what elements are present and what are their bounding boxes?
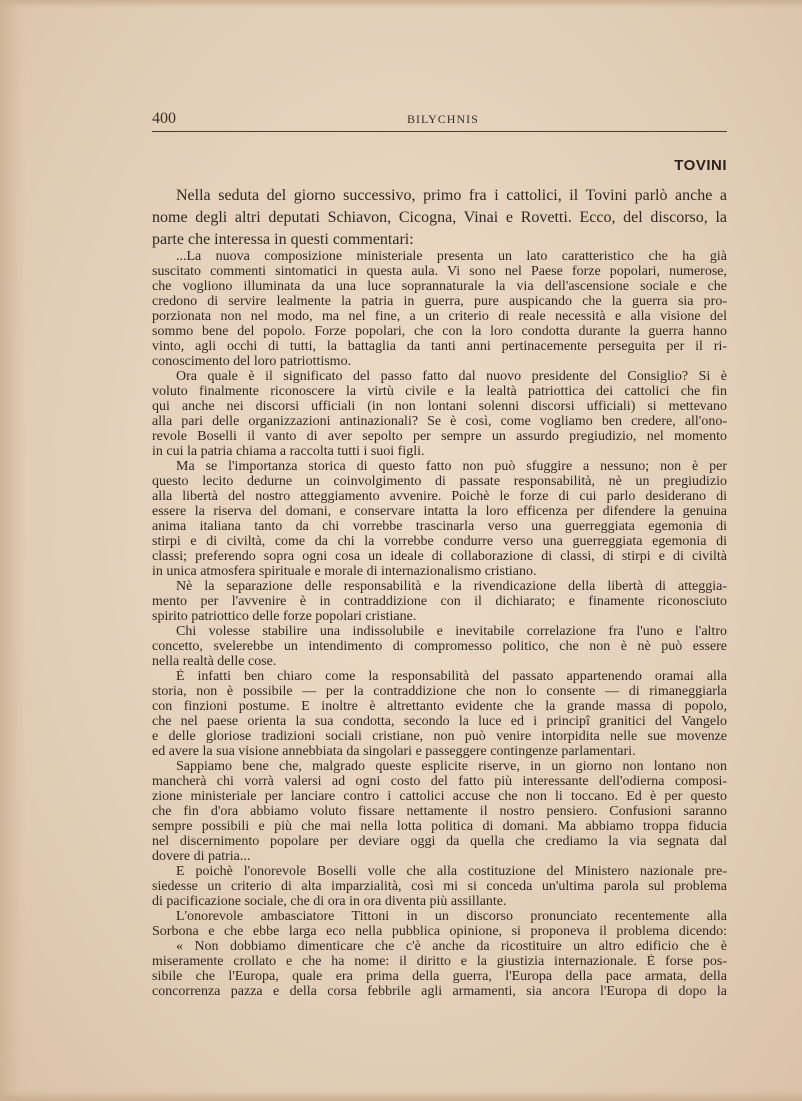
text-line: di pacificazione sociale, che di ora in ora diventa più assillante. <box>152 894 507 909</box>
text-line: mento per l'avvenire è in contraddizione con il dichiarato; e finamente riconosciuto <box>152 594 727 609</box>
page-top-shadow <box>0 0 802 8</box>
text-line: essere la riserva del domani, e conservare intatta la loro efficenza per difendere la genuina <box>152 504 727 519</box>
text-line: L'onorevole ambasciatore Tittoni in un discorso pronunciato recentemente alla <box>176 909 727 924</box>
text-line: che fin d'ora abbiamo voluto fissare nettamente il nostro pensiero. Confusioni saranno <box>152 804 727 819</box>
text-line: Sorbona e che ebbe larga eco nella pubblica opinione, si proponeva il problema dicendo: <box>152 924 727 939</box>
text-line: stirpi e di civiltà, come da chi la vorrebbe condurre verso una guerreggiata egemonia di <box>152 534 727 549</box>
text-line: sempre possibili e più che mai nella lotta politica di domani. Ma abbiamo troppa fiducia <box>152 819 727 834</box>
text-line: siedesse un criterio di alta imparzialità, così mi si conceda un'ultima parola sul problema <box>152 879 727 894</box>
text-line: ...La nuova composizione ministeriale presenta un lato caratteristico che ha già <box>176 249 727 264</box>
text-line: storia, non è possibile — per la contraddizione che non lo consente — di rimaneggiarla <box>152 684 727 699</box>
text-line: mancherà chi vorrà valersi ad ogni costo del fatto più interessante dell'odierna composi- <box>152 774 727 789</box>
text-line: conoscimento del loro patriottismo. <box>152 354 352 369</box>
text-line: sibile che l'Europa, quale era prima della guerra, l'Europa della pace armata, della <box>152 969 727 984</box>
text-line: Ora quale è il significato del passo fatto dal nuovo presidente del Consiglio? Si è <box>176 369 727 384</box>
text-line: in cui la patria chiama a raccolta tutti i suoi figli. <box>152 444 425 459</box>
text-line: nella realtà delle cose. <box>152 654 277 669</box>
running-title: BILYCHNIS <box>407 112 479 126</box>
text-line: dovere di patria... <box>152 849 251 864</box>
page-bottom-shadow <box>0 1091 802 1101</box>
text-line: sommo bene del popolo. Forze popolari, che con la loro condotta durante la guerra hanno <box>152 324 727 339</box>
text-line: vinto, agli occhi di tutti, la battaglia da tanti anni pertinacemente perseguita per il ri- <box>152 339 727 354</box>
text-line: Chi volesse stabilire una indissolubile e inevitabile correlazione fra l'uno e l'altro <box>176 624 727 639</box>
text-line: ed avere la sua visione annebbiata da singolari e passeggere contingenze parlamentari. <box>152 744 636 759</box>
page-header <box>152 108 727 132</box>
text-line: spirito patriottico delle forze popolari cristiane. <box>152 609 417 624</box>
text-line: zione ministeriale per lanciare contro i cattolici accuse che non li toccano. Ed è per questo <box>152 789 727 804</box>
text-line: Ma se l'importanza storica di questo fatto non può sfuggire a nessuno; non è per <box>176 459 727 474</box>
text-line: parte che interessa in questi commentari: <box>152 231 414 248</box>
text-line: « Non dobbiamo dimenticare che c'è anche da ricostituire un altro edificio che è <box>176 939 727 954</box>
text-line: nel discernimento popolare per deviare oggi da quella che crediamo la via segnata dal <box>152 834 727 849</box>
text-line: con finzioni postume. E inoltre è altrettanto evidente che la grande massa di popolo, <box>152 699 727 714</box>
header-rule <box>152 131 727 132</box>
text-line: È infatti ben chiaro come la responsabilità del passato appartenendo oramai alla <box>176 669 727 684</box>
text-line: che nel paese orienta la sua condotta, secondo la luce ed i principî granitici del Vangelo <box>152 714 727 729</box>
text-line: qui anche nei discorsi ufficiali (in non lontani solenni discorsi ufficiali) si mettevano <box>152 399 727 414</box>
text-line: nome degli altri deputati Schiavon, Cicogna, Vinai e Rovetti. Ecco, del discorso, la <box>152 209 727 226</box>
text-line: concetto, svelerebbe un intendimento di compromesso politico, che non è nè può essere <box>152 639 727 654</box>
text-line: Nè la separazione delle responsabilità e la rivendicazione della libertà di atteggia- <box>176 579 727 594</box>
text-line: in unica atmosfera spirituale e morale di internazionalismo cristiano. <box>152 564 537 579</box>
text-line: miseramente crollato e che ha nome: il diritto e la giustizia internazionale. È forse pos- <box>152 954 727 969</box>
text-line: alla libertà del nostro atteggiamento avvenire. Poichè le forze di cui parlo desiderano di <box>152 489 727 504</box>
text-line: questo lecito dedurne un coinvolgimento di passate responsabilità, nè un pregiudizio <box>152 474 727 489</box>
text-line: revole Boselli il vanto di aver sepolto per sempre un assurdo pregiudizio, nel momento <box>152 429 727 444</box>
text-line: anima italiana tanto da chi vorrebbe trascinarla verso una guerreggiata egemonia di <box>152 519 727 534</box>
text-line: E poichè l'onorevole Boselli volle che alla costituzione del Ministero nazionale pre- <box>176 864 727 879</box>
text-line: porzionata non nel modo, ma nel fine, a un criterio di reale necessità e alla visione del <box>152 309 727 324</box>
text-line: classi; preferendo sopra ogni cosa un ideale di collaborazione di classi, di stirpi e di civiltà <box>152 549 727 564</box>
text-line: credono di servire lealmente la patria in guerra, pure auspicando che la guerra sia pro- <box>152 294 727 309</box>
page-number: 400 <box>152 110 176 127</box>
text-line: concorrenza pazza e della corsa febbrile agli armamenti, sia ancora l'Europa di dopo la <box>152 984 727 999</box>
text-line: alla pari delle organizzazioni antinazionali? Se è così, come vogliamo ben credere, all'ono- <box>152 414 727 429</box>
text-line: che vogliono illuminata da una luce soprannaturale la via dell'ascensione sociale e che <box>152 279 727 294</box>
section-title: TOVINI <box>674 157 727 174</box>
page-edge-shadow <box>0 0 26 1101</box>
text-line: voluto finalmente riconoscere la virtù civile e la lealtà patriottica dei cattolici che fin <box>152 384 727 399</box>
text-line: Nella seduta del giorno successivo, primo fra i cattolici, il Tovini parlò anche a <box>176 187 727 204</box>
text-line: e delle gloriose tradizioni sociali cristiane, non può venire intorpidita nelle sue movenze <box>152 729 727 744</box>
text-line: Sappiamo bene che, malgrado queste esplicite riserve, in un giorno non lontano non <box>176 759 727 774</box>
text-line: suscitato commenti sintomatici in questa aula. Vi sono nel Paese forze popolari, numerose, <box>152 264 727 279</box>
